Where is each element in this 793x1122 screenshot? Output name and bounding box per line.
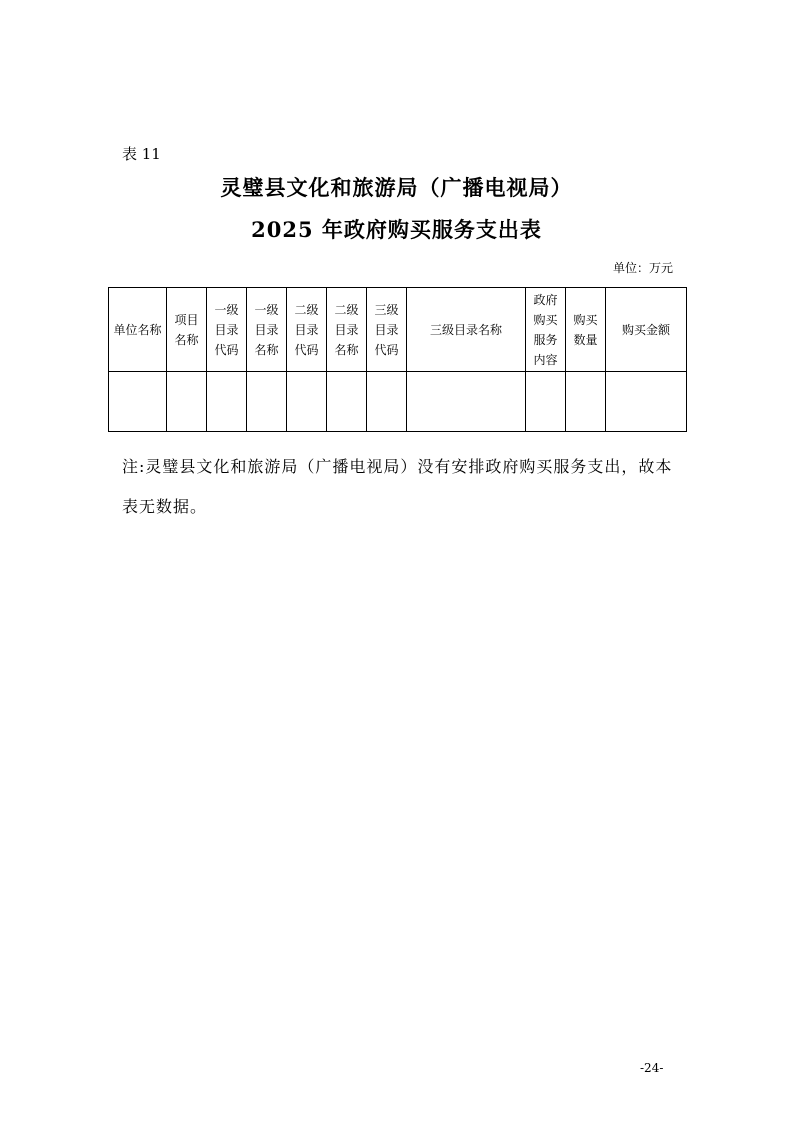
header-unit-name: 单位名称 [109, 288, 167, 372]
purchase-services-table [108, 287, 687, 432]
page-number: -24- [640, 1061, 664, 1075]
header-purchase-amount: 购买金额 [606, 288, 687, 372]
table-row [109, 372, 687, 432]
table-cell [327, 372, 367, 432]
table-header-row [109, 288, 687, 372]
table-cell [566, 372, 606, 432]
table-cell [247, 372, 287, 432]
table-cell [167, 372, 207, 432]
note-text: 注:灵璧县文化和旅游局（广播电视局）没有安排政府购买服务支出，故本表无数据。 [122, 457, 673, 516]
table-cell [287, 372, 327, 432]
header-level1-name: 一级目录名称 [247, 288, 287, 372]
header-level3-code: 三级目录代码 [367, 288, 407, 372]
header-project-name: 项目名称 [167, 288, 207, 372]
unit-label: 单位：万元 [612, 261, 673, 275]
header-service-content: 政府购买服务内容 [526, 288, 566, 372]
page-subtitle: 2025 年政府购买服务支出表 [251, 217, 542, 242]
table-number: 表 11 [122, 145, 161, 163]
table-cell [407, 372, 526, 432]
header-level3-name: 三级目录名称 [407, 288, 526, 372]
table-cell [526, 372, 566, 432]
header-purchase-quantity: 购买数量 [566, 288, 606, 372]
header-level2-code: 二级目录代码 [287, 288, 327, 372]
table-cell [606, 372, 687, 432]
table-cell [367, 372, 407, 432]
table-cell [207, 372, 247, 432]
page-title: 灵璧县文化和旅游局（广播电视局） [220, 175, 573, 200]
header-level2-name: 二级目录名称 [327, 288, 367, 372]
table-cell [109, 372, 167, 432]
header-level1-code: 一级目录代码 [207, 288, 247, 372]
